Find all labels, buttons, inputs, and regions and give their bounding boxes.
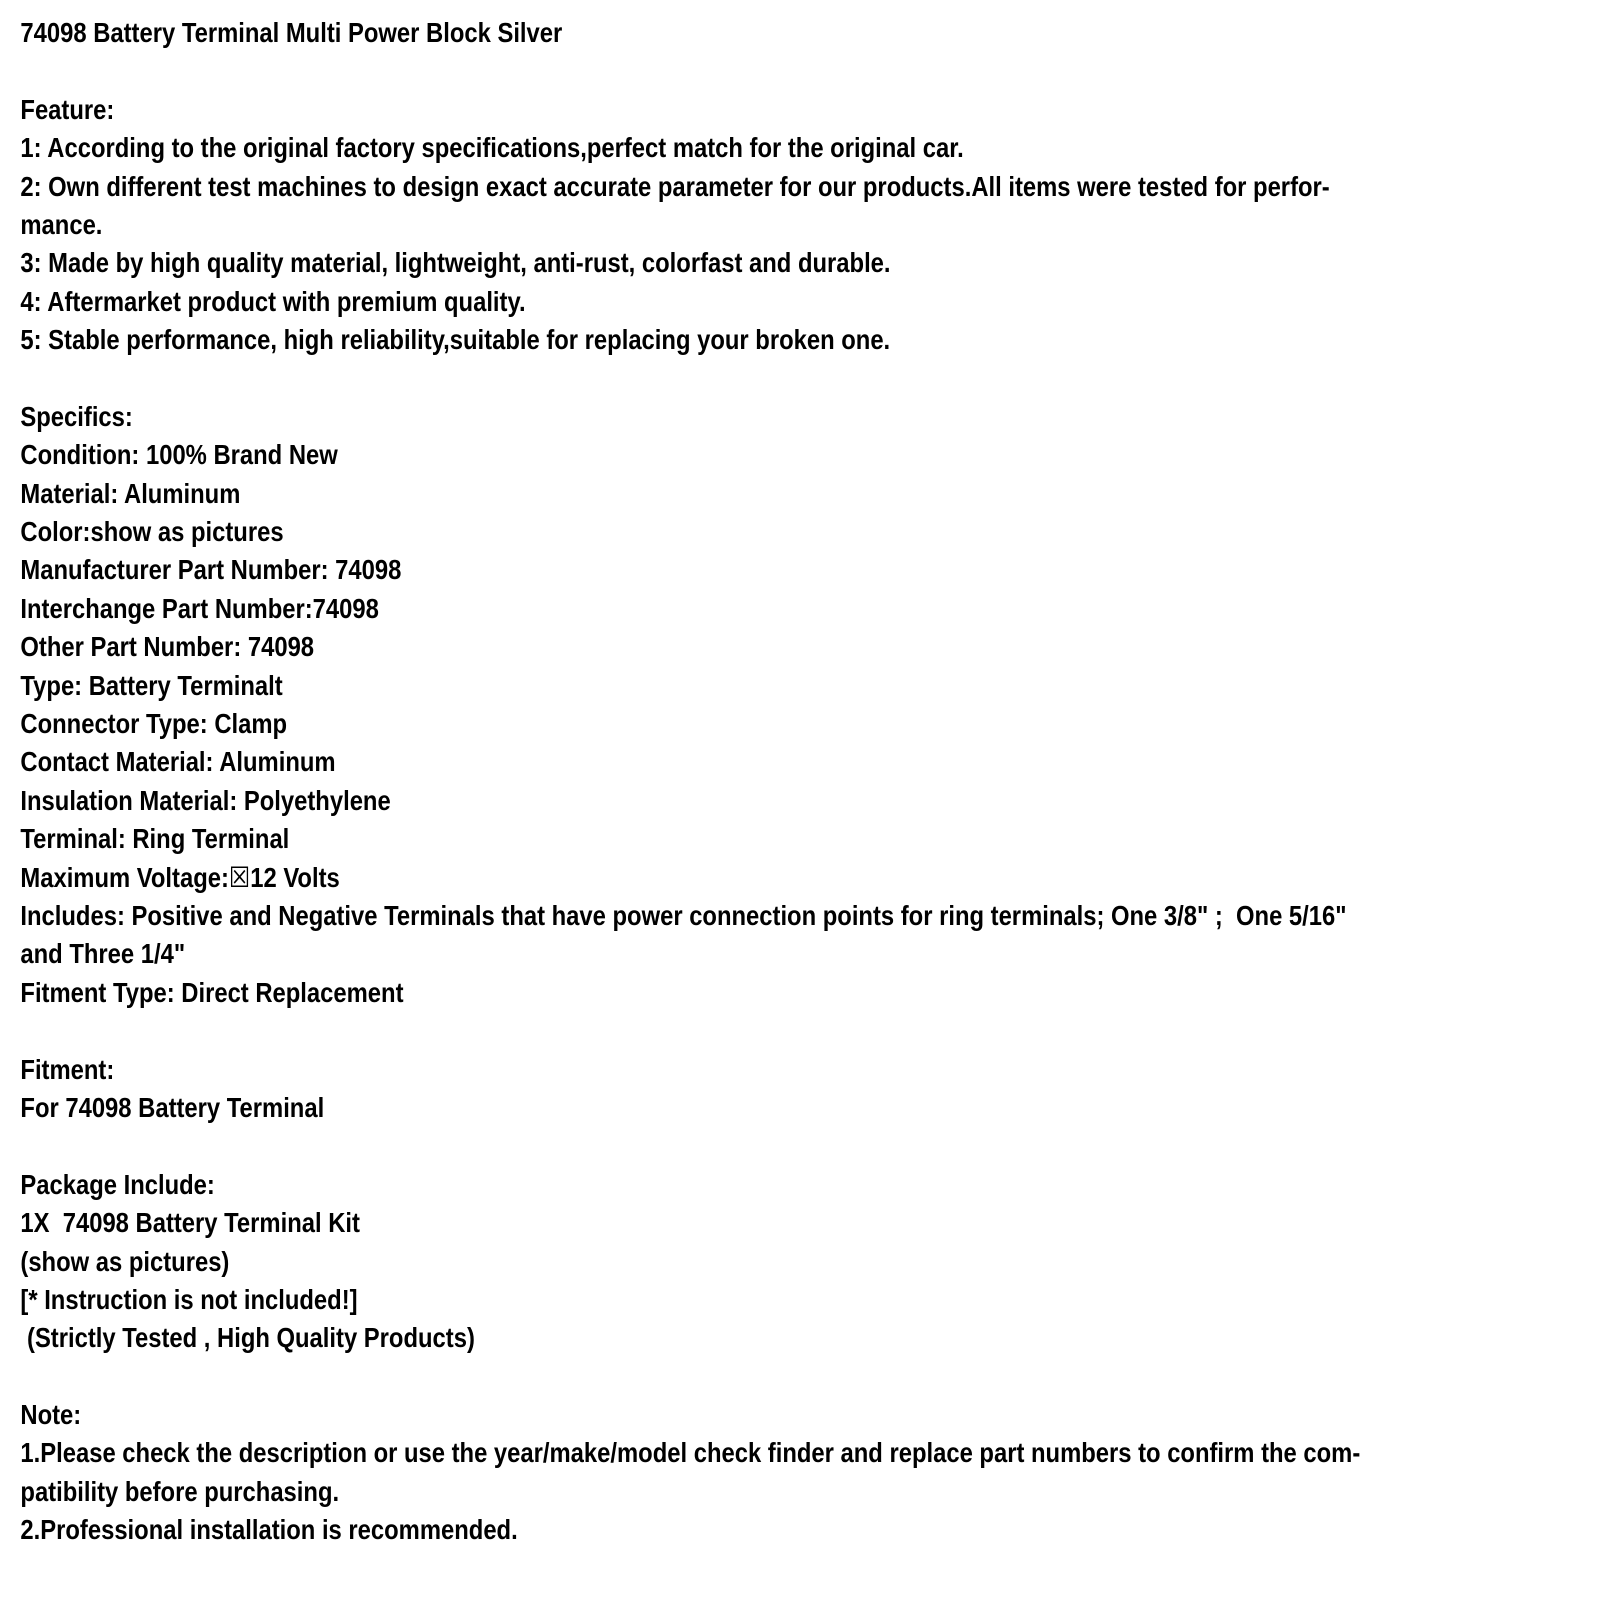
feature-line: 1: According to the original factory specifications,perfect match for the original car. (20, 132, 964, 164)
spec-line-includes: Includes: Positive and Negative Terminals that have power connection points for ring terminals; One 3/8" ; One 5/16" (20, 899, 1347, 931)
package-line-strictly-tested: (Strictly Tested , High Quality Products) (20, 1322, 475, 1354)
feature-heading: Feature: (20, 93, 115, 125)
note-line-2: 2.Professional installation is recommended. (20, 1514, 518, 1546)
note-heading: Note: (20, 1399, 82, 1431)
feature-line: mance. (20, 208, 103, 240)
package-heading: Package Include: (20, 1168, 215, 1200)
package-line-kit: 1X 74098 Battery Terminal Kit (20, 1207, 360, 1239)
spec-line-type: Type: Battery Terminalt (20, 669, 283, 701)
spec-line-contact-material: Contact Material: Aluminum (20, 746, 336, 778)
fitment-line: For 74098 Battery Terminal (20, 1091, 325, 1123)
note-line-1: 1.Please check the description or use the year/make/model check finder and replace part numbers to confirm the com- (20, 1437, 1361, 1469)
note-line-1-wrap: patibility before purchasing. (20, 1475, 340, 1507)
spec-line-color: Color:show as pictures (20, 516, 284, 548)
package-line-show-as-pictures: (show as pictures) (20, 1245, 230, 1277)
spec-line-other-part-number: Other Part Number: 74098 (20, 631, 315, 663)
spec-line-maximum-voltage: Maximum Voltage:☒12 Volts (20, 861, 340, 893)
feature-line: 3: Made by high quality material, lightweight, anti-rust, colorfast and durable. (20, 247, 891, 279)
blank-line (20, 1358, 1600, 1396)
spec-line-condition: Condition: 100% Brand New (20, 439, 338, 471)
spec-line-interchange-part-number: Interchange Part Number:74098 (20, 592, 379, 624)
spec-line-fitment-type: Fitment Type: Direct Replacement (20, 976, 404, 1008)
package-line-instruction: [* Instruction is not included!] (20, 1283, 358, 1315)
specifics-heading: Specifics: (20, 400, 133, 432)
blank-line (20, 52, 1600, 90)
fitment-heading: Fitment: (20, 1053, 115, 1085)
spec-line-material: Material: Aluminum (20, 477, 241, 509)
spec-line-includes-wrap: and Three 1/4" (20, 938, 186, 970)
spec-line-manufacturer-part-number: Manufacturer Part Number: 74098 (20, 554, 402, 586)
feature-line: 2: Own different test machines to design exact accurate parameter for our products.All items were tested for perfor- (20, 170, 1330, 202)
page-title: 74098 Battery Terminal Multi Power Block Silver (20, 17, 563, 48)
blank-line (20, 1012, 1600, 1050)
spec-line-terminal: Terminal: Ring Terminal (20, 823, 290, 855)
blank-line (20, 360, 1600, 398)
feature-line: 5: Stable performance, high reliability,suitable for replacing your broken one. (20, 324, 891, 356)
spec-line-connector-type: Connector Type: Clamp (20, 708, 288, 740)
blank-line (20, 1127, 1600, 1165)
spec-line-insulation-material: Insulation Material: Polyethylene (20, 784, 391, 816)
feature-line: 4: Aftermarket product with premium quality. (20, 285, 526, 317)
